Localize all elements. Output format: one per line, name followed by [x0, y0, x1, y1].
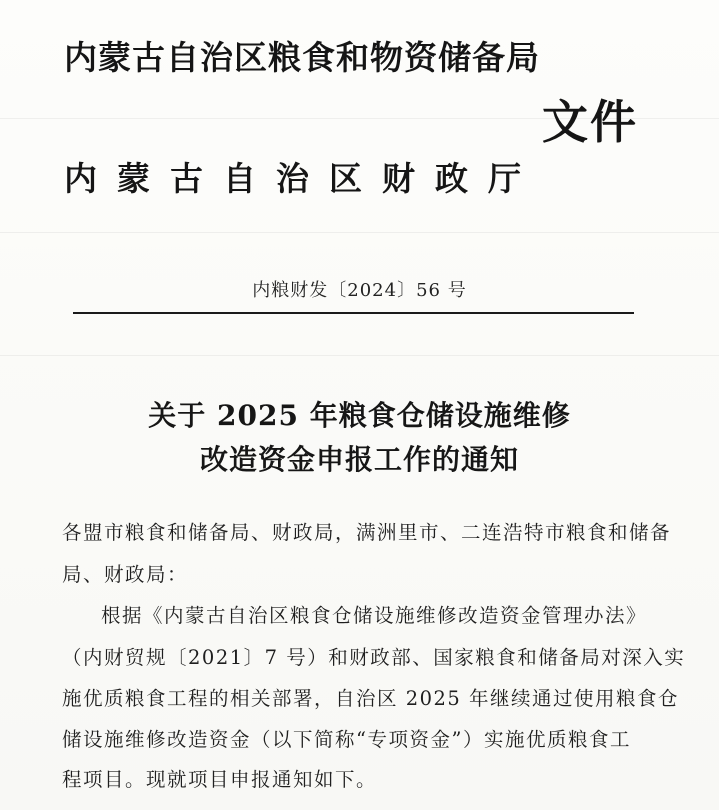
issuer-grain-bureau: 内蒙古自治区粮食和物资储备局: [64, 38, 540, 77]
body-line: 根据《内蒙古自治区粮食仓储设施维修改造资金管理办法》: [101, 604, 648, 627]
body-line: 施优质粮食工程的相关部署，自治区 2025 年继续通过使用粮食仓: [62, 687, 680, 710]
body-line: 各盟市粮食和储备局、财政局，满洲里市、二连浩特市粮食和储备: [62, 521, 672, 544]
body-line: 局、财政局：: [62, 563, 189, 586]
document-number: 内粮财发〔2024〕56 号: [252, 280, 467, 301]
notice-title-line-2: 改造资金申报工作的通知: [199, 443, 519, 476]
scan-streak: [0, 355, 719, 356]
document-word: 文件: [542, 95, 638, 149]
body-line: （内财贸规〔2021〕7 号）和财政部、国家粮食和储备局对深入实: [62, 646, 686, 669]
notice-title-line-1: 关于 2025 年粮食仓储设施维修: [148, 399, 571, 432]
body-line: 程项目。现就项目申报通知如下。: [62, 768, 378, 791]
issuer-finance-department: 内蒙古自治区财政厅: [64, 159, 541, 198]
body-line: 储设施维修改造资金（以下简称“专项资金”）实施优质粮食工: [62, 728, 631, 751]
header-divider: [73, 312, 634, 314]
scan-streak: [0, 232, 719, 233]
